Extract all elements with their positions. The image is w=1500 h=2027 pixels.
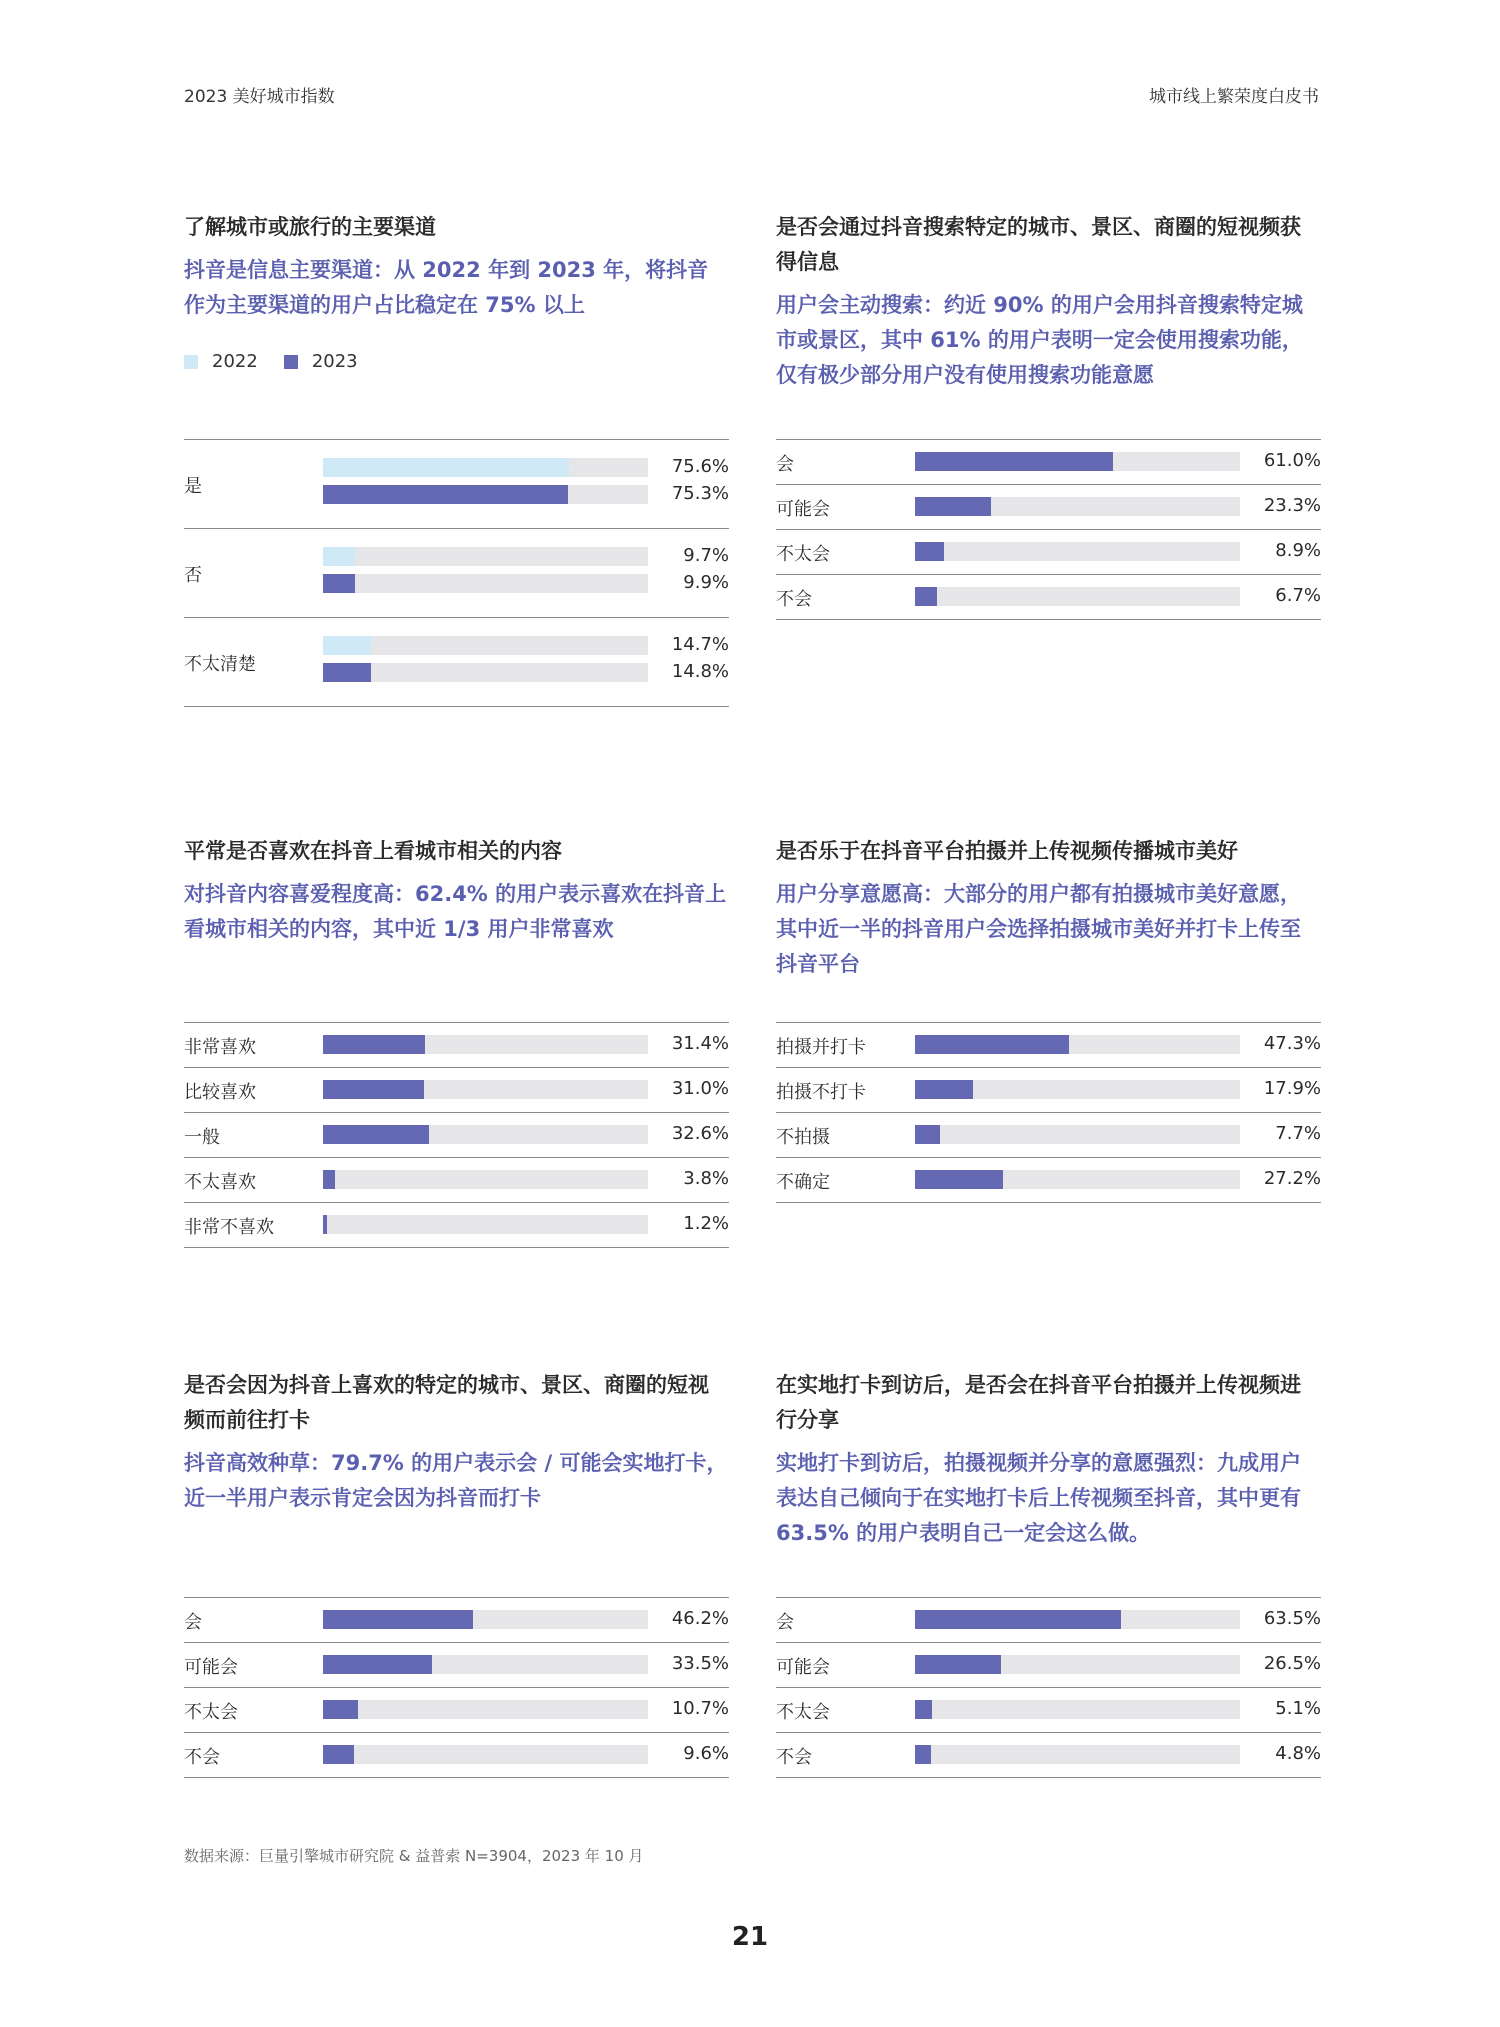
bar-track: [915, 1700, 1240, 1719]
bar-track: [323, 1080, 648, 1099]
data-label: 7.7%: [1275, 1123, 1321, 1144]
chart-legend: [184, 351, 729, 372]
table-row: [184, 440, 729, 529]
category-label: 拍摄不打卡: [776, 1082, 866, 1103]
bar: [915, 1035, 1069, 1054]
chart-subtitle: 对抖音内容喜爱程度高：62.4% 的用户表示喜欢在抖音上看城市相关的内容，其中近 1/3 用户非常喜欢: [184, 882, 727, 941]
table-row: [776, 1113, 1321, 1158]
category-label: 不会: [184, 1747, 220, 1768]
category-label: 不太会: [776, 1702, 830, 1723]
bar: [323, 1610, 473, 1629]
bar-track: [323, 1125, 648, 1144]
table-row: [184, 1688, 729, 1733]
bar-track: [323, 574, 648, 593]
bar: [323, 1655, 432, 1674]
bar-track: [323, 1700, 648, 1719]
bar-table: [776, 1597, 1321, 1778]
data-label: 8.9%: [1275, 540, 1321, 561]
data-label: 1.2%: [683, 1213, 729, 1234]
category-label: 不太喜欢: [184, 1172, 256, 1193]
category-label: 是: [184, 476, 202, 497]
chart-panel-main-channel: [184, 210, 729, 710]
bar-2022: [323, 547, 355, 566]
bar: [915, 542, 944, 561]
table-row: [776, 1733, 1321, 1778]
data-label: 3.8%: [683, 1168, 729, 1189]
chart-panel-likes: [184, 834, 729, 1254]
bar-track: [915, 1610, 1240, 1629]
bar: [915, 1745, 931, 1764]
table-row: [184, 1068, 729, 1113]
bar: [323, 1745, 354, 1764]
bar-track: [323, 458, 648, 477]
bar-track: [915, 1655, 1240, 1674]
bar-track: [915, 1745, 1240, 1764]
chart-title: 平常是否喜欢在抖音上看城市相关的内容: [184, 839, 562, 863]
table-row: [184, 618, 729, 707]
category-label: 不会: [776, 1747, 812, 1768]
bar-track: [915, 1035, 1240, 1054]
data-label: 75.3%: [671, 483, 729, 504]
legend-swatch-2023: [284, 355, 298, 369]
bar-track: [915, 542, 1240, 561]
bar: [915, 1610, 1121, 1629]
bar-table: [776, 439, 1321, 620]
table-row: [776, 1643, 1321, 1688]
bar-track: [323, 1610, 648, 1629]
category-label: 拍摄并打卡: [776, 1037, 866, 1058]
bar: [915, 1080, 973, 1099]
chart-panel-search: [776, 210, 1321, 630]
bar: [915, 497, 991, 516]
table-row: [776, 575, 1321, 620]
bar: [323, 1035, 425, 1054]
table-row: [184, 1158, 729, 1203]
category-label: 会: [184, 1612, 202, 1633]
bar-2023: [323, 663, 371, 682]
header-right: 城市线上繁荣度白皮书: [1149, 87, 1319, 107]
bar: [915, 1700, 932, 1719]
category-label: 比较喜欢: [184, 1082, 256, 1103]
bar: [915, 1125, 940, 1144]
bar-2023: [323, 574, 355, 593]
bar-track: [323, 1655, 648, 1674]
bar: [323, 1080, 424, 1099]
data-label: 9.6%: [683, 1743, 729, 1764]
bar-track: [323, 547, 648, 566]
category-label: 可能会: [184, 1657, 238, 1678]
bar: [915, 452, 1113, 471]
legend-label-2023: 2023: [311, 351, 358, 372]
data-label: 9.9%: [683, 572, 729, 593]
table-row: [184, 1203, 729, 1248]
chart-subtitle: 用户分享意愿高：大部分的用户都有拍摄城市美好意愿，其中近一半的抖音用户会选择拍摄城市美好并打卡上传至抖音平台: [776, 882, 1301, 976]
page-number: 21: [731, 1922, 769, 1952]
table-row: [184, 1023, 729, 1068]
bar-table: [184, 1022, 729, 1248]
table-row: [776, 1068, 1321, 1113]
chart-subtitle: 抖音是信息主要渠道：从 2022 年到 2023 年，将抖音作为主要渠道的用户占比稳定在 75% 以上: [184, 258, 709, 317]
table-row: [184, 1598, 729, 1643]
data-label: 4.8%: [1275, 1743, 1321, 1764]
chart-panel-post-visit: [776, 1368, 1321, 1788]
bar-track: [915, 497, 1240, 516]
category-label: 不太清楚: [184, 654, 256, 675]
data-label: 9.7%: [683, 545, 729, 566]
chart-title: 在实地打卡到访后，是否会在抖音平台拍摄并上传视频进行分享: [776, 1373, 1301, 1432]
table-row: [776, 530, 1321, 575]
category-label: 不确定: [776, 1172, 830, 1193]
table-row: [776, 440, 1321, 485]
data-label: 75.6%: [671, 456, 729, 477]
category-label: 否: [184, 565, 202, 586]
bar: [915, 587, 937, 606]
data-label: 32.6%: [671, 1123, 729, 1144]
bar-track: [915, 1125, 1240, 1144]
bar: [323, 1700, 358, 1719]
data-label: 26.5%: [1263, 1653, 1321, 1674]
bar-track: [915, 587, 1240, 606]
table-row: [184, 1643, 729, 1688]
chart-panel-share: [776, 834, 1321, 1254]
table-row: [776, 1598, 1321, 1643]
chart-panel-visit: [184, 1368, 729, 1788]
legend-label-2022: 2022: [212, 351, 258, 372]
data-label: 14.7%: [671, 634, 729, 655]
bar-table: [184, 439, 729, 707]
category-label: 不拍摄: [776, 1127, 830, 1148]
data-label: 33.5%: [671, 1653, 729, 1674]
category-label: 非常不喜欢: [184, 1217, 274, 1238]
table-row: [184, 529, 729, 618]
data-label: 47.3%: [1263, 1033, 1321, 1054]
bar-track: [323, 1215, 648, 1234]
bar: [323, 1215, 327, 1234]
data-label: 5.1%: [1275, 1698, 1321, 1719]
bar-table: [776, 1022, 1321, 1203]
category-label: 不会: [776, 589, 812, 610]
legend-item-2022: [184, 351, 258, 372]
legend-item-2023: [284, 351, 358, 372]
bar-table: [184, 1597, 729, 1778]
category-label: 会: [776, 1612, 794, 1633]
chart-subtitle: 用户会主动搜索：约近 90% 的用户会用抖音搜索特定城市或景区，其中 61% 的用户表明一定会使用搜索功能，仅有极少部分用户没有使用搜索功能意愿: [776, 293, 1303, 387]
data-label: 31.0%: [671, 1078, 729, 1099]
bar: [323, 1125, 429, 1144]
bar: [915, 1170, 1003, 1189]
data-label: 27.2%: [1263, 1168, 1321, 1189]
data-label: 31.4%: [671, 1033, 729, 1054]
chart-subtitle: 抖音高效种草：79.7% 的用户表示会 / 可能会实地打卡，近一半用户表示肯定会因为抖音而打卡: [184, 1451, 728, 1510]
bar-track: [915, 1080, 1240, 1099]
bar-track: [915, 452, 1240, 471]
bar-track: [323, 636, 648, 655]
chart-subtitle: 实地打卡到访后，拍摄视频并分享的意愿强烈：九成用户表达自己倾向于在实地打卡后上传视频至抖音，其中更有 63.5% 的用户表明自己一定会这么做。: [776, 1451, 1301, 1545]
data-label: 10.7%: [671, 1698, 729, 1719]
table-row: [184, 1113, 729, 1158]
data-label: 23.3%: [1263, 495, 1321, 516]
bar-track: [915, 1170, 1240, 1189]
table-row: [776, 485, 1321, 530]
data-label: 63.5%: [1263, 1608, 1321, 1629]
bar-2022: [323, 458, 569, 477]
data-label: 17.9%: [1263, 1078, 1321, 1099]
category-label: 非常喜欢: [184, 1037, 256, 1058]
table-row: [184, 1733, 729, 1778]
bar: [323, 1170, 335, 1189]
bar-track: [323, 663, 648, 682]
data-label: 46.2%: [671, 1608, 729, 1629]
category-label: 会: [776, 454, 794, 475]
bar-track: [323, 1035, 648, 1054]
category-label: 一般: [184, 1127, 220, 1148]
chart-title: 了解城市或旅行的主要渠道: [184, 215, 436, 239]
data-label: 61.0%: [1263, 450, 1321, 471]
table-row: [776, 1688, 1321, 1733]
header-left: 2023 美好城市指数: [184, 87, 335, 107]
category-label: 不太会: [184, 1702, 238, 1723]
chart-title: 是否会通过抖音搜索特定的城市、景区、商圈的短视频获得信息: [776, 215, 1301, 274]
chart-title: 是否乐于在抖音平台拍摄并上传视频传播城市美好: [776, 839, 1238, 863]
table-row: [776, 1023, 1321, 1068]
category-label: 不太会: [776, 544, 830, 565]
bar-2023: [323, 485, 568, 504]
table-row: [776, 1158, 1321, 1203]
bar-2022: [323, 636, 371, 655]
bar: [915, 1655, 1001, 1674]
legend-swatch-2022: [184, 355, 198, 369]
bar-track: [323, 1170, 648, 1189]
bar-track: [323, 1745, 648, 1764]
bar-track: [323, 485, 648, 504]
category-label: 可能会: [776, 499, 830, 520]
data-label: 6.7%: [1275, 585, 1321, 606]
chart-title: 是否会因为抖音上喜欢的特定的城市、景区、商圈的短视频而前往打卡: [184, 1373, 709, 1432]
data-source-note: 数据来源：巨量引擎城市研究院 & 益普索 N=3904，2023 年 10 月: [184, 1847, 644, 1865]
category-label: 可能会: [776, 1657, 830, 1678]
data-label: 14.8%: [671, 661, 729, 682]
